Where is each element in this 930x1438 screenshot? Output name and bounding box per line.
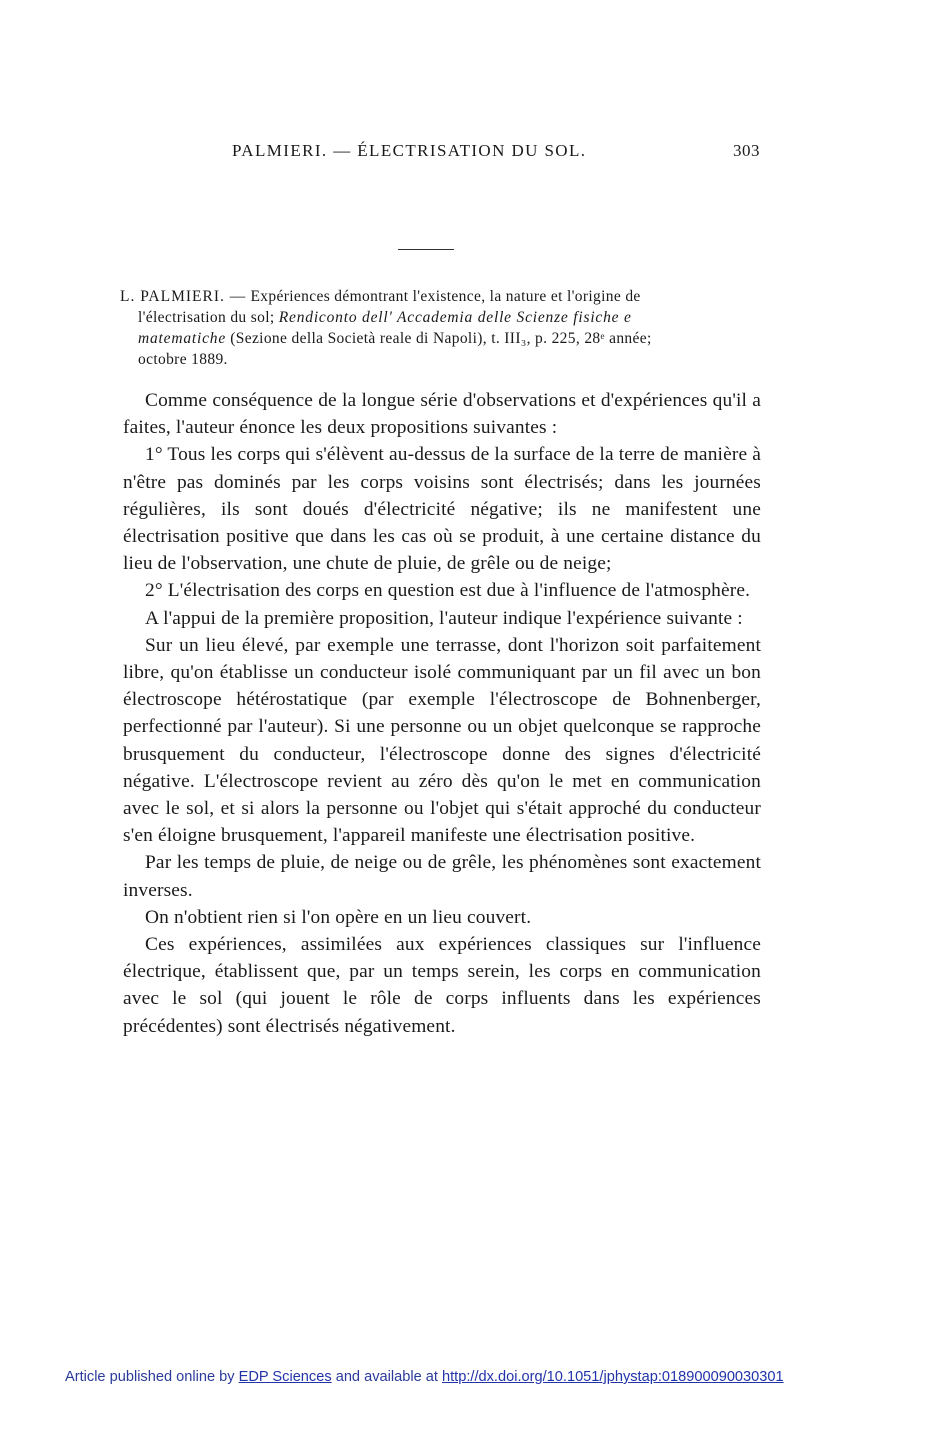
body-paragraph: On n'obtient rien si l'on opère en un lieu couvert. (145, 906, 532, 928)
citation-author: L. PALMIERI. — (120, 288, 247, 305)
section-divider (398, 249, 454, 250)
citation-title-start: Expériences démontrant l'existence, la nature et l'origine de (250, 288, 641, 305)
bibliographic-citation (120, 286, 760, 370)
citation-line-1 (120, 286, 760, 307)
citation-details: (Sezione della Società reale di Napoli), t. III₃, p. 225, 28ᵉ année; (230, 330, 652, 347)
citation-date: octobre 1889. (138, 351, 228, 368)
footer-middle: and available at (335, 1369, 438, 1385)
body-paragraph: Comme conséquence de la longue série d'observations et d'expériences qu'il a faites, l'auteur énonce les deux propositions suivantes : (123, 390, 761, 439)
citation-line-3 (120, 328, 760, 349)
body-paragraph: A l'appui de la première proposition, l'auteur indique l'expérience suivante : (145, 607, 743, 629)
article-body (123, 387, 761, 1040)
body-paragraph: 1° Tous les corps qui s'élèvent au-dessus de la surface de la terre de manière à n'être pas dominés par les corps voisins sont électrisés; dans les journées régulières, ils sont doués d'électricité négative; ils ne manifestent une électrisation positive que dans les cas où se produit, à une certaine distance du lieu de l'observation, une chute de pluie, de grêle ou de neige; (123, 444, 761, 575)
body-paragraph: Ces expériences, assimilées aux expériences classiques sur l'influence électrique, établissent que, par un temps serein, les corps en communication avec le sol (qui jouent le rôle de corps influents dans les expériences précédentes) sont électrisés négativement. (123, 934, 761, 1037)
citation-title-end: l'électrisation du sol; (138, 309, 275, 326)
running-header (120, 141, 760, 163)
citation-line-2 (120, 307, 760, 328)
page-number: 303 (733, 141, 760, 160)
citation-line-4 (120, 349, 760, 370)
publisher-link[interactable]: EDP Sciences (238, 1369, 332, 1385)
footer-prefix: Article published online by (65, 1369, 235, 1385)
doi-link[interactable]: http://dx.doi.org/10.1051/jphystap:018900090030301 (442, 1369, 784, 1385)
citation-journal: Rendiconto dell' Accademia delle Scienze fisiche e (278, 309, 632, 326)
body-paragraph: Sur un lieu élevé, par exemple une terrasse, dont l'horizon soit parfaitement libre, qu'on établisse un conducteur isolé communiquant par un fil avec un bon électroscope hétérostatique (par exemple l'électroscope de Bohnenberger, perfectionné par l'auteur). Si une personne ou un objet quelconque se rapproche brusquement du conducteur, l'électroscope donne des signes d'électricité négative. L'électroscope revient au zéro dès qu'on le met en communication avec le sol, et si alors la personne ou l'objet qui s'était approché du conducteur s'en éloigne brusquement, l'appareil manifeste une électrisation positive. (123, 634, 761, 847)
body-paragraph: Par les temps de pluie, de neige ou de grêle, les phénomènes sont exactement inverses. (123, 852, 761, 901)
citation-journal-cont: matematiche (138, 330, 226, 347)
running-title: PALMIERI. — ÉLECTRISATION DU SOL. (232, 141, 587, 160)
body-paragraph: 2° L'électrisation des corps en question est due à l'influence de l'atmosphère. (145, 580, 751, 602)
publication-footer (65, 1369, 865, 1385)
